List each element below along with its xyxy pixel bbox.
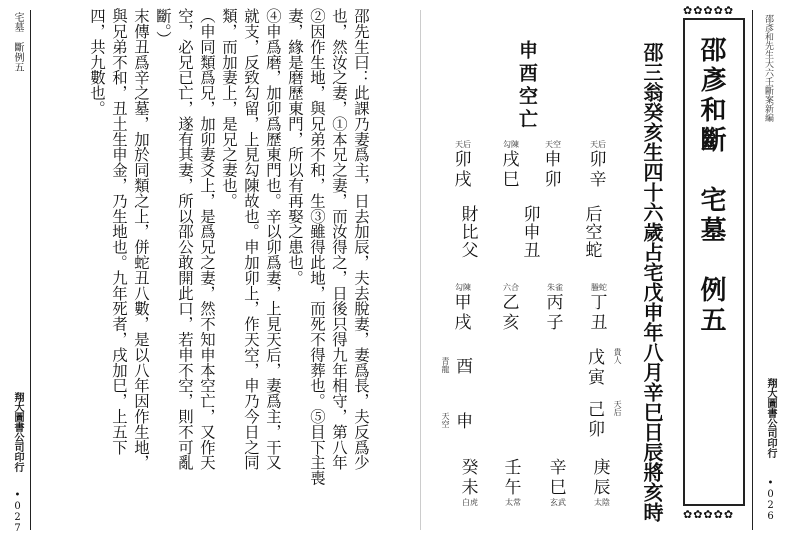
tian-pan-cell <box>443 283 483 333</box>
branch: 卯 <box>588 420 605 440</box>
running-header: 邵彥和先生大六壬斷案新編 <box>763 14 773 122</box>
si-ke-col <box>580 140 616 190</box>
tian-pan-cell <box>538 458 578 508</box>
left-margin-label: 宅墓 斷例五 <box>12 12 23 72</box>
stem: 甲 <box>454 293 472 313</box>
liuqin-column <box>458 206 482 260</box>
branch: 寅 <box>588 368 605 388</box>
god: 后 <box>585 205 603 225</box>
text-column: 就支，反致勾留，上見勾陳故也。申加卯上，作天空，申乃今日之同 <box>242 8 260 470</box>
god: 蛇 <box>585 241 603 261</box>
lower-branch: 卯 <box>544 170 562 190</box>
god-name: 天后 <box>590 140 606 149</box>
god-name: 青龍 <box>441 356 450 373</box>
god-name: 貴人 <box>613 348 623 364</box>
gutter-divider <box>420 10 421 530</box>
right-margin-rule <box>752 10 753 530</box>
tian-pan-cell <box>440 407 480 432</box>
god-name: 太陰 <box>594 498 610 507</box>
upper-branch: 申 <box>544 150 562 170</box>
stem: 乙 <box>502 293 520 313</box>
text-column: 末傳丑爲辛之墓，加於同類之上，併蛇丑八數，是以八年因作生地， <box>132 8 150 470</box>
branch-column <box>520 206 544 260</box>
tian-pan-cell <box>582 458 622 508</box>
god-name: 天后 <box>455 140 471 149</box>
lower-branch: 戌 <box>454 170 472 190</box>
stem: 壬 <box>504 458 522 478</box>
decorative-stars-bottom: ✿✿✿✿✿ <box>683 508 735 521</box>
text-column: （申同類爲兄，加卯妻爻上，是爲兄之妻，然不知申本空亡，又作天 <box>198 8 216 470</box>
si-ke-col <box>493 140 529 190</box>
upper-branch: 卯 <box>589 150 607 170</box>
god-name: 六合 <box>503 283 519 292</box>
stem: 庚 <box>593 458 611 478</box>
branch: 亥 <box>502 313 520 333</box>
lower-branch: 巳 <box>502 170 520 190</box>
branch: 卯 <box>523 205 541 225</box>
branch: 酉 <box>456 357 474 377</box>
left-margin-rule <box>30 10 31 530</box>
branch: 子 <box>546 313 564 333</box>
footer-publisher-right: 翔大圖書公司印行 <box>765 378 776 458</box>
text-column: ④申爲磨，加卯爲歷東門也。辛以卯爲妻，上見天后，妻爲主，干又 <box>264 8 282 470</box>
si-ke-col <box>445 140 481 190</box>
branch: 午 <box>504 478 522 498</box>
tian-pan-cell <box>588 400 638 440</box>
text-column: 也，然汝之妻，①本兄之妻，而汝得之，日後只得九年相守，第八年 <box>330 8 348 470</box>
text-column: 邵先生曰：此課乃妻爲主，日去加辰，夫去脫妻，妻爲長，夫反爲少 <box>352 8 370 470</box>
tian-pan-cell <box>491 283 531 333</box>
god-name: 玄武 <box>550 498 566 507</box>
god-name: 勾陳 <box>503 140 519 149</box>
text-column: 與兄弟不和，丑土生申金，乃生地也。九年死者，戌加巳，上五下 <box>110 8 128 455</box>
stem: 戊 <box>588 348 605 368</box>
branch: 未 <box>461 478 479 498</box>
tian-pan-cell <box>588 348 638 388</box>
liuqin: 財 <box>461 205 479 225</box>
upper-branch: 戌 <box>502 150 520 170</box>
main-heading: 邵三翁癸亥生四十六歲占宅戊申年八月辛巳日辰將亥時 <box>640 42 664 522</box>
liuqin: 父 <box>461 241 479 261</box>
tian-pan-cell <box>535 283 575 333</box>
text-column: 空，必兄已亡，遂有其妻，所以邵公敢開此口，若申不空，則不可亂 <box>176 8 194 470</box>
god-name: 天空 <box>545 140 561 149</box>
branch: 丑 <box>523 241 541 261</box>
text-column: 斷。） <box>154 8 172 47</box>
tian-pan-cell <box>440 352 480 377</box>
text-column: ②因作生地，與兄弟不和，生③雖得此地，而死不得葬也。⑤目下主喪 <box>308 8 326 486</box>
branch: 申 <box>456 412 474 432</box>
page-title: 邵彥和斷 宅墓 例五 <box>696 36 726 336</box>
liuqin: 比 <box>461 223 479 243</box>
text-column: 類，而加妻上，是兄之妻也。 <box>220 8 238 209</box>
branch: 申 <box>523 223 541 243</box>
tian-pan-cell <box>579 283 619 333</box>
branch: 戌 <box>454 313 472 333</box>
tian-pan-cell <box>450 458 490 508</box>
tian-pan-cell <box>493 458 533 508</box>
stem: 辛 <box>549 458 567 478</box>
god-name: 天后 <box>613 400 623 416</box>
text-column: 妻，緣是磨歷東門，所以有再娶之患也。 <box>286 8 304 286</box>
stem: 丁 <box>590 293 608 313</box>
god: 空 <box>585 223 603 243</box>
footer-publisher-left: 翔大圖書公司印行 <box>12 392 23 472</box>
god-column <box>582 206 606 260</box>
god-name: 白虎 <box>462 498 478 507</box>
god-name: 太常 <box>505 498 521 507</box>
god-name: 朱雀 <box>547 283 563 292</box>
god-name: 勾陳 <box>455 283 471 292</box>
text-column: 四，共九數也。 <box>88 8 106 116</box>
footer-page-right: •026 <box>765 478 776 522</box>
stem: 癸 <box>461 458 479 478</box>
branch: 巳 <box>549 478 567 498</box>
lower-branch: 辛 <box>589 170 607 190</box>
upper-branch: 卯 <box>454 150 472 170</box>
god-name: 天空 <box>441 411 450 428</box>
branch: 丑 <box>590 313 608 333</box>
si-ke-col <box>535 140 571 190</box>
kong-wang-label: 申酉空亡 <box>516 40 538 132</box>
god-name: 螣蛇 <box>591 283 607 292</box>
branch: 辰 <box>593 478 611 498</box>
stem: 丙 <box>546 293 564 313</box>
decorative-stars-top: ✿✿✿✿✿ <box>683 4 735 17</box>
stem: 己 <box>588 400 605 420</box>
footer-page-left: •027 <box>12 490 23 534</box>
